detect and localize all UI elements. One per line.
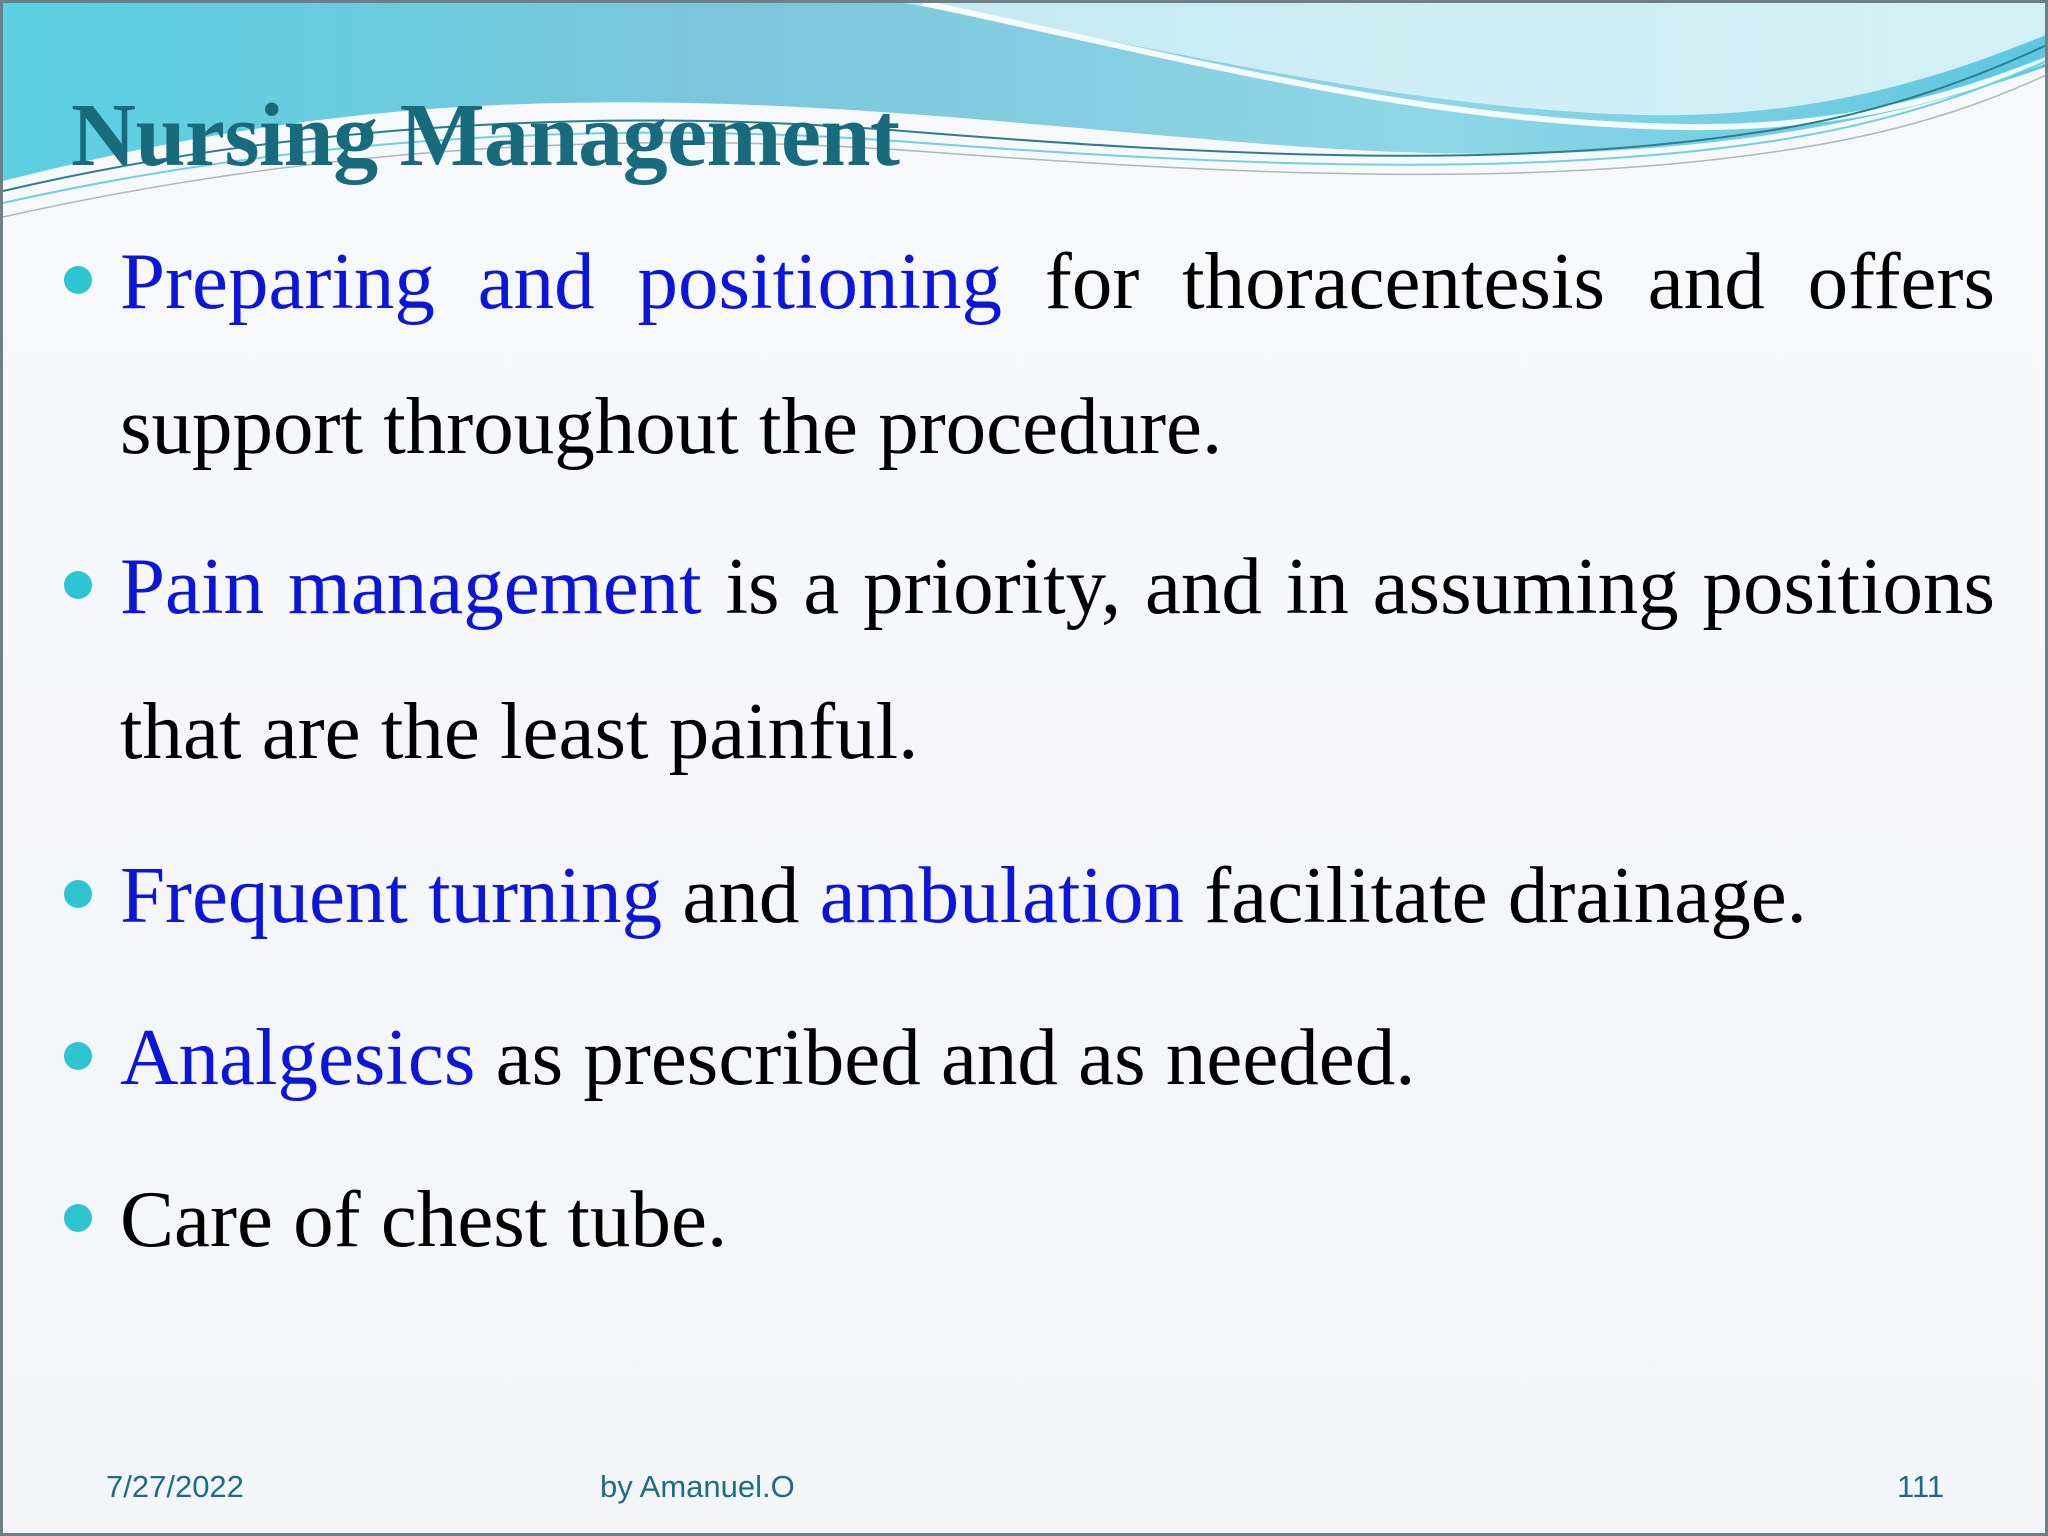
- bullet-body-text: is a priority, and in assuming positions that are the least painful.: [120, 541, 1995, 776]
- bullet-text: [120, 514, 1995, 804]
- bullet-keyword: ambulation: [819, 850, 1185, 940]
- bullet-list: [61, 209, 1995, 1274]
- bullet-text: [120, 209, 1995, 499]
- bullet-body-text: facilitate drainage.: [1184, 850, 1807, 940]
- footer-page-number: 111: [1897, 1469, 1945, 1504]
- bullet-dot-icon: [64, 1042, 92, 1070]
- bullet-body-text: for thoracentesis and offers support throughout the procedure.: [120, 236, 1995, 471]
- footer-author: by Amanuel.O: [600, 1469, 795, 1504]
- bullet-text: [120, 1164, 1995, 1274]
- bullet-text: [120, 1002, 1995, 1112]
- bullet-dot-icon: [64, 1204, 92, 1232]
- bullet-body-text: and: [662, 850, 820, 940]
- bullet-body-text: Care of chest tube.: [120, 1174, 728, 1264]
- bullet-keyword: Pain management: [120, 541, 702, 631]
- bullet-item: [61, 1002, 1995, 1112]
- bullet-keyword: Preparing and positioning: [120, 236, 1003, 326]
- footer-date: 7/27/2022: [106, 1469, 244, 1504]
- bullet-keyword: Analgesics: [120, 1012, 476, 1102]
- bullet-body-text: as prescribed and as needed.: [475, 1012, 1416, 1102]
- bullet-item: [61, 1164, 1995, 1274]
- bullet-item: [61, 514, 1995, 804]
- bullet-dot-icon: [64, 880, 92, 908]
- bullet-item: [61, 209, 1995, 499]
- bullet-dot-icon: [64, 571, 92, 599]
- bullet-text: [120, 840, 1995, 950]
- bullet-item: [61, 840, 1995, 950]
- slide-title: Nursing Management: [71, 86, 900, 185]
- bullet-keyword: Frequent turning: [120, 850, 663, 940]
- bullet-dot-icon: [64, 266, 92, 294]
